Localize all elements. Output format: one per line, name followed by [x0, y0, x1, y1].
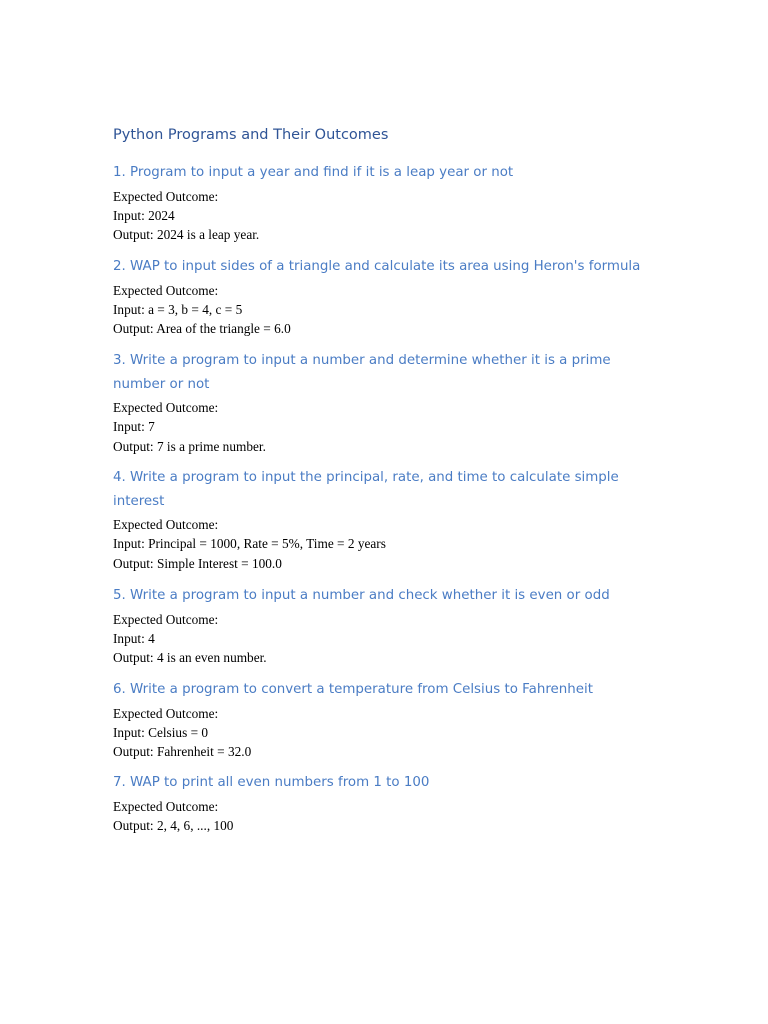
section-heading: 5. Write a program to input a number and check whether it is even or odd [113, 588, 610, 603]
program-section-7 [113, 771, 658, 835]
program-section-2 [113, 255, 658, 338]
output-line: Output: 7 is a prime number. [113, 438, 266, 454]
section-heading: 2. WAP to input sides of a triangle and calculate its area using Heron's formula [113, 259, 641, 274]
expected-outcome-label: Expected Outcome: [113, 611, 219, 627]
output-line: Output: 2, 4, 6, ..., 100 [113, 817, 234, 833]
section-heading: 1. Program to input a year and find if it is a leap year or not [113, 165, 514, 180]
section-heading: 3. Write a program to input a number and determine whether it is a prime number or not [113, 353, 611, 392]
input-line: Input: a = 3, b = 4, c = 5 [113, 301, 243, 317]
program-section-3 [113, 349, 658, 456]
program-section-5 [113, 584, 658, 667]
input-line: Input: 4 [113, 630, 155, 646]
input-line: Input: Principal = 1000, Rate = 5%, Time = 2 years [113, 536, 386, 552]
input-line: Input: 7 [113, 419, 155, 435]
document-title: Python Programs and Their Outcomes [113, 127, 389, 143]
output-line: Output: 2024 is a leap year. [113, 227, 260, 243]
program-section-1 [113, 161, 658, 244]
program-section-6 [113, 678, 658, 761]
section-heading: 6. Write a program to convert a temperature from Celsius to Fahrenheit [113, 682, 593, 697]
expected-outcome-label: Expected Outcome: [113, 798, 219, 814]
expected-outcome-label: Expected Outcome: [113, 282, 219, 298]
expected-outcome-label: Expected Outcome: [113, 188, 219, 204]
output-line: Output: 4 is an even number. [113, 650, 267, 666]
expected-outcome-label: Expected Outcome: [113, 517, 219, 532]
input-line: Input: 2024 [113, 207, 175, 223]
program-section-4 [113, 466, 658, 573]
output-line: Output: Area of the triangle = 6.0 [113, 321, 291, 337]
expected-outcome-label: Expected Outcome: [113, 400, 219, 415]
output-line: Output: Fahrenheit = 32.0 [113, 744, 252, 760]
section-heading: 4. Write a program to input the principal, rate, and time to calculate simple interest [113, 470, 619, 509]
section-heading: 7. WAP to print all even numbers from 1 to 100 [113, 775, 430, 790]
output-line: Output: Simple Interest = 100.0 [113, 555, 282, 571]
expected-outcome-label: Expected Outcome: [113, 705, 219, 721]
input-line: Input: Celsius = 0 [113, 724, 209, 740]
